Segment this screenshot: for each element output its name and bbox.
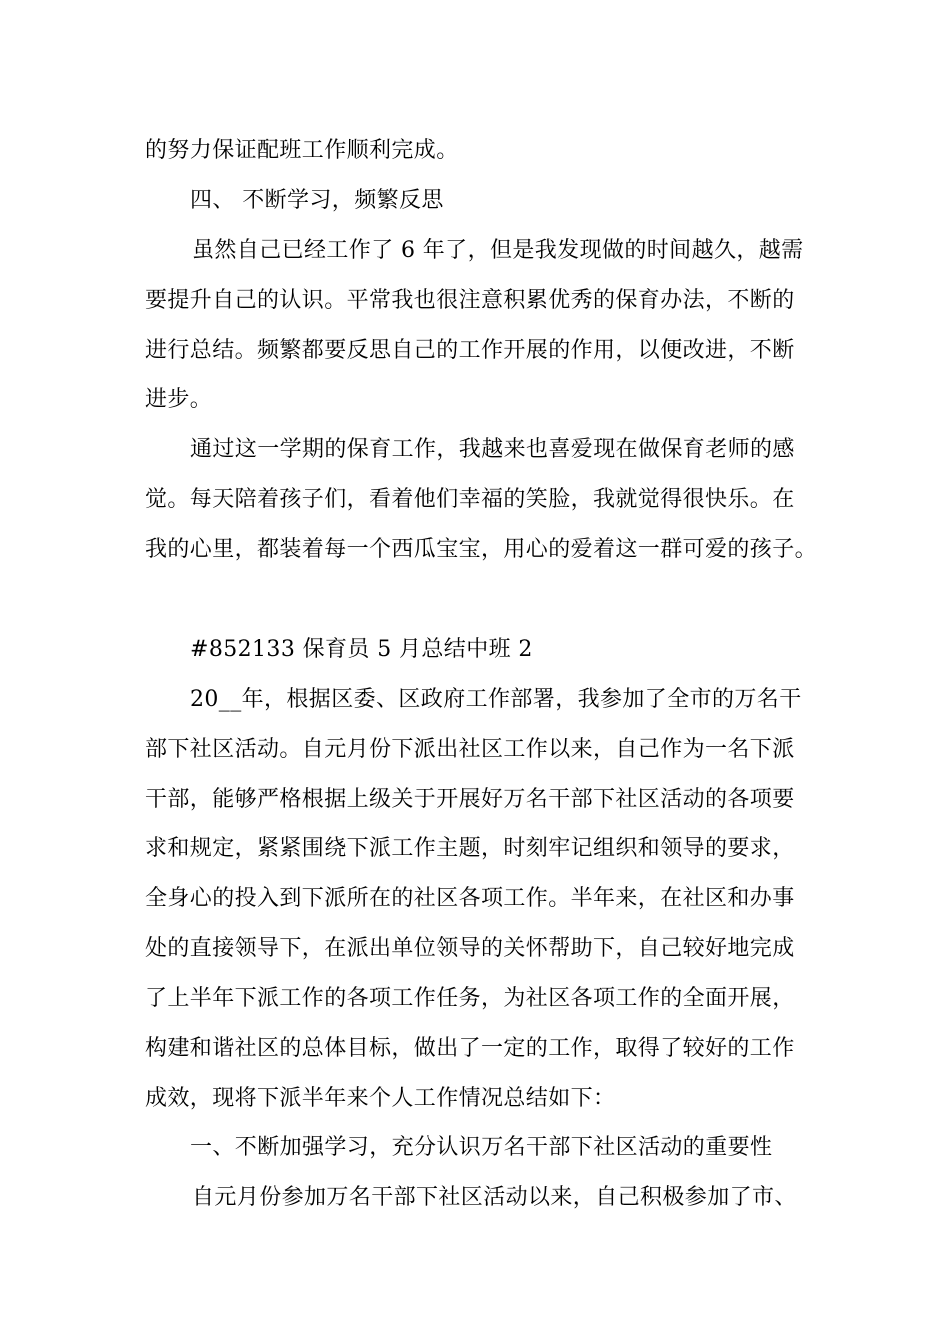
paragraph-line: 成效，现将下派半年来个人工作情况总结如下： <box>145 1086 616 1111</box>
document-title: #852133 保育员 5 月总结中班 2 <box>190 637 533 662</box>
paragraph-line: 求和规定，紧紧围绕下派工作主题，时刻牢记组织和领导的要求， <box>145 836 795 861</box>
paragraph-line: 要提升自己的认识。平常我也很注意积累优秀的保育办法，不断的 <box>145 288 795 313</box>
section-heading: 一、不断加强学习，充分认识万名干部下社区活动的重要性 <box>190 1135 773 1160</box>
section-heading: 四、 不断学习，频繁反思 <box>190 188 444 213</box>
paragraph-line: 进步。 <box>145 387 213 412</box>
paragraph-line: 虽然自己已经工作了 6 年了，但是我发现做的时间越久，越需 <box>192 238 804 263</box>
paragraph-line: 处的直接领导下，在派出单位领导的关怀帮助下，自己较好地完成 <box>145 936 795 961</box>
paragraph-line: 构建和谐社区的总体目标，做出了一定的工作，取得了较好的工作 <box>145 1036 795 1061</box>
paragraph-line: 部下社区活动。自元月份下派出社区工作以来，自己作为一名下派 <box>145 737 795 762</box>
paragraph-line: 全身心的投入到下派所在的社区各项工作。半年来，在社区和办事 <box>145 886 795 911</box>
paragraph-line: 的努力保证配班工作顺利完成。 <box>145 138 459 163</box>
paragraph-line: 自元月份参加万名干部下社区活动以来，自己积极参加了市、 <box>192 1185 797 1210</box>
paragraph-line: 觉。每天陪着孩子们，看着他们幸福的笑脸，我就觉得很快乐。在 <box>145 487 795 512</box>
paragraph-line: 进行总结。频繁都要反思自己的工作开展的作用，以便改进，不断 <box>145 338 795 363</box>
paragraph-line: 我的心里，都装着每一个西瓜宝宝，用心的爱着这一群可爱的孩子。 <box>145 537 818 562</box>
paragraph-line: 通过这一学期的保育工作，我越来也喜爱现在做保育老师的感 <box>190 437 795 462</box>
paragraph-line: 20__年，根据区委、区政府工作部署，我参加了全市的万名干 <box>190 687 802 712</box>
paragraph-line: 了上半年下派工作的各项工作任务，为社区各项工作的全面开展， <box>145 986 795 1011</box>
paragraph-line: 干部，能够严格根据上级关于开展好万名干部下社区活动的各项要 <box>145 787 795 812</box>
